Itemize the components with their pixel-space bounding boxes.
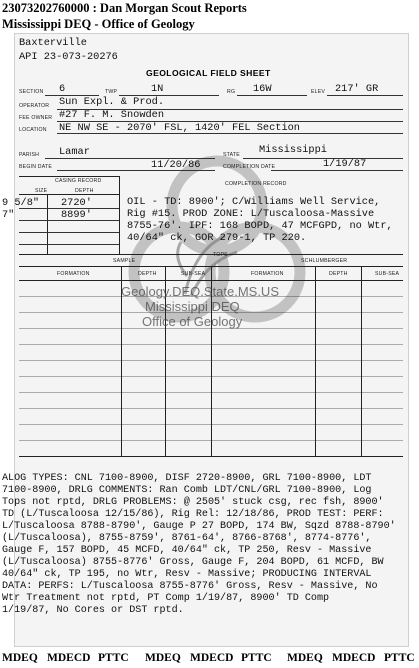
completion-text [127,196,393,244]
subsea-header-2: SUB-SEA [375,271,400,277]
tops-label: TOPS [213,252,228,258]
formation-header-1: FORMATION [57,271,90,277]
location-value: NE NW SE - 2070' FSL, 1420' FEL Section [59,122,300,134]
completion-line-1: OIL - TD: 8900'; C/Williams Well Service, [127,196,381,208]
depth-header-1: DEPTH [138,271,157,277]
footer-item-1: MDEQ [2,652,38,664]
completion-line-4: 40/64" ck, GOR 279-1, TP 220. [127,232,307,244]
alog-line-10: DATA: PERFS: L/Tuscaloosa 8755-8776' Gross, Resv - Massive, No [2,581,378,592]
schlumberger-label: SCHLUMBERGER [301,258,348,264]
fee-owner-value: #27 F. M. Snowden [59,109,165,121]
alog-line-8: (L/Tuscaloosa) 8755-8776' Gross, Gauge F, 204 BOPD, 61 MCFD, BW [2,557,384,568]
casing-depth-1: 2720' [61,197,92,209]
watermark-url: Geology.DEQ.State.MS.US [121,284,279,299]
state-label: STATE [223,152,240,158]
completion-date-value: 1/19/87 [323,158,367,170]
elev-label: ELEV [311,89,326,95]
footer-item-4: MDEQ [145,652,181,664]
state-value: Mississippi [259,144,327,156]
footer-item-8: MDECD [332,652,376,664]
depth-label: DEPTH [75,188,94,194]
formation-header-2: FORMATION [251,271,284,277]
alog-line-2: 7100-8900, DRLG COMMENTS: Ran Comb LDT/CNL/GRL 7100-8900, Log [2,485,372,496]
footer-item-5: MDECD [190,652,234,664]
api-number: API 23-073-20276 [19,51,118,63]
footer-item-3: PTTC [98,652,129,664]
watermark-office: Office of Geology [142,314,243,329]
alog-line-4: TD (L/Tuscaloosa 12/15/86), Rig Rel: 12/18/86, PROD TEST: PERF: [2,509,384,520]
completion-line-3: 8755-76'. IPF: 168 BOPD, 47 MCFGPD, no Wtr, [127,220,393,232]
casing-record-label: CASING RECORD [55,178,102,184]
section-label: SECTION [19,89,44,95]
size-label: SIZE [35,188,48,194]
completion-date-label: COMPLETION DATE [223,164,276,170]
begin-date-label: BEGIN DATE [19,164,53,170]
alog-line-12: 1/19/87, No Cores or DST rptd. [2,605,184,616]
operator-label: OPERATOR [19,103,50,109]
watermark-agency: Mississippi DEQ [145,299,240,314]
completion-record-label: COMPLETION RECORD [225,181,287,187]
fee-owner-label: FEE OWNER [19,115,53,121]
elev-value: 217' GR [335,83,379,95]
completion-line-2: Rig #15. PROD ZONE: L/Tuscaloosa-Massive [127,208,375,220]
alog-line-3: Tops not rptd, DRLG PROBLEMS: @ 2505' stuck csg, rec fsh, 8900' [2,497,384,508]
depth-header-2: DEPTH [329,271,348,277]
alog-line-9: 40/64" ck, TP 195, no Wtr, Resv - Massive; PRODUCING INTERVAL [2,569,372,580]
alog-line-5: L/Tuscaloosa 8788-8790', Gauge P 27 BOPD, 174 BW, Sqzd 8788-8790' [2,521,396,532]
rg-value: 16W [253,83,272,95]
casing-size-1: 9 5/8" [2,197,40,209]
parish-label: PARISH [19,152,40,158]
section-value: 6 [59,83,66,95]
footer-item-2: MDECD [47,652,91,664]
subsea-header-1: SUB-SEA [181,271,206,277]
casing-depth-2: 8899' [61,209,92,221]
casing-size-2: 7" [2,209,15,221]
alog-line-1: ALOG TYPES: CNL 7100-8900, DISF 2720-8900, GRL 7100-8900, LDT [2,473,372,484]
twp-value: 1N [151,83,164,95]
parish-value: Lamar [59,146,90,158]
footer-item-9: PTTC [384,652,415,664]
alog-line-6: (L/Tuscaloosa), 8755-8759', 8761-64', 8766-8768', 8774-8776', [2,533,372,544]
agency-title: Mississippi DEQ - Office of Geology [2,17,195,31]
twp-label: TWP [105,89,118,95]
alog-line-11: Wtr Treatment not rptd, PT Comp 1/19/87, 8900' TD Comp [2,593,330,604]
alog-line-7: Gauge F, 157 BOPD, 45 MCFD, 40/64" ck, TP 250, Resv - Massive [2,545,372,556]
report-title: 23073202760000 : Dan Morgan Scout Reports [2,1,247,15]
footer-item-7: MDEQ [287,652,323,664]
begin-date-value: 11/20/86 [151,159,201,171]
rg-label: RG [227,89,236,95]
field-name: Baxterville [19,37,87,49]
sheet-title: GEOLOGICAL FIELD SHEET [146,68,271,78]
operator-value: Sun Expl. & Prod. [59,96,165,108]
sample-label: SAMPLE [113,258,136,264]
location-label: LOCATION [19,127,47,133]
footer-item-6: PTTC [241,652,272,664]
